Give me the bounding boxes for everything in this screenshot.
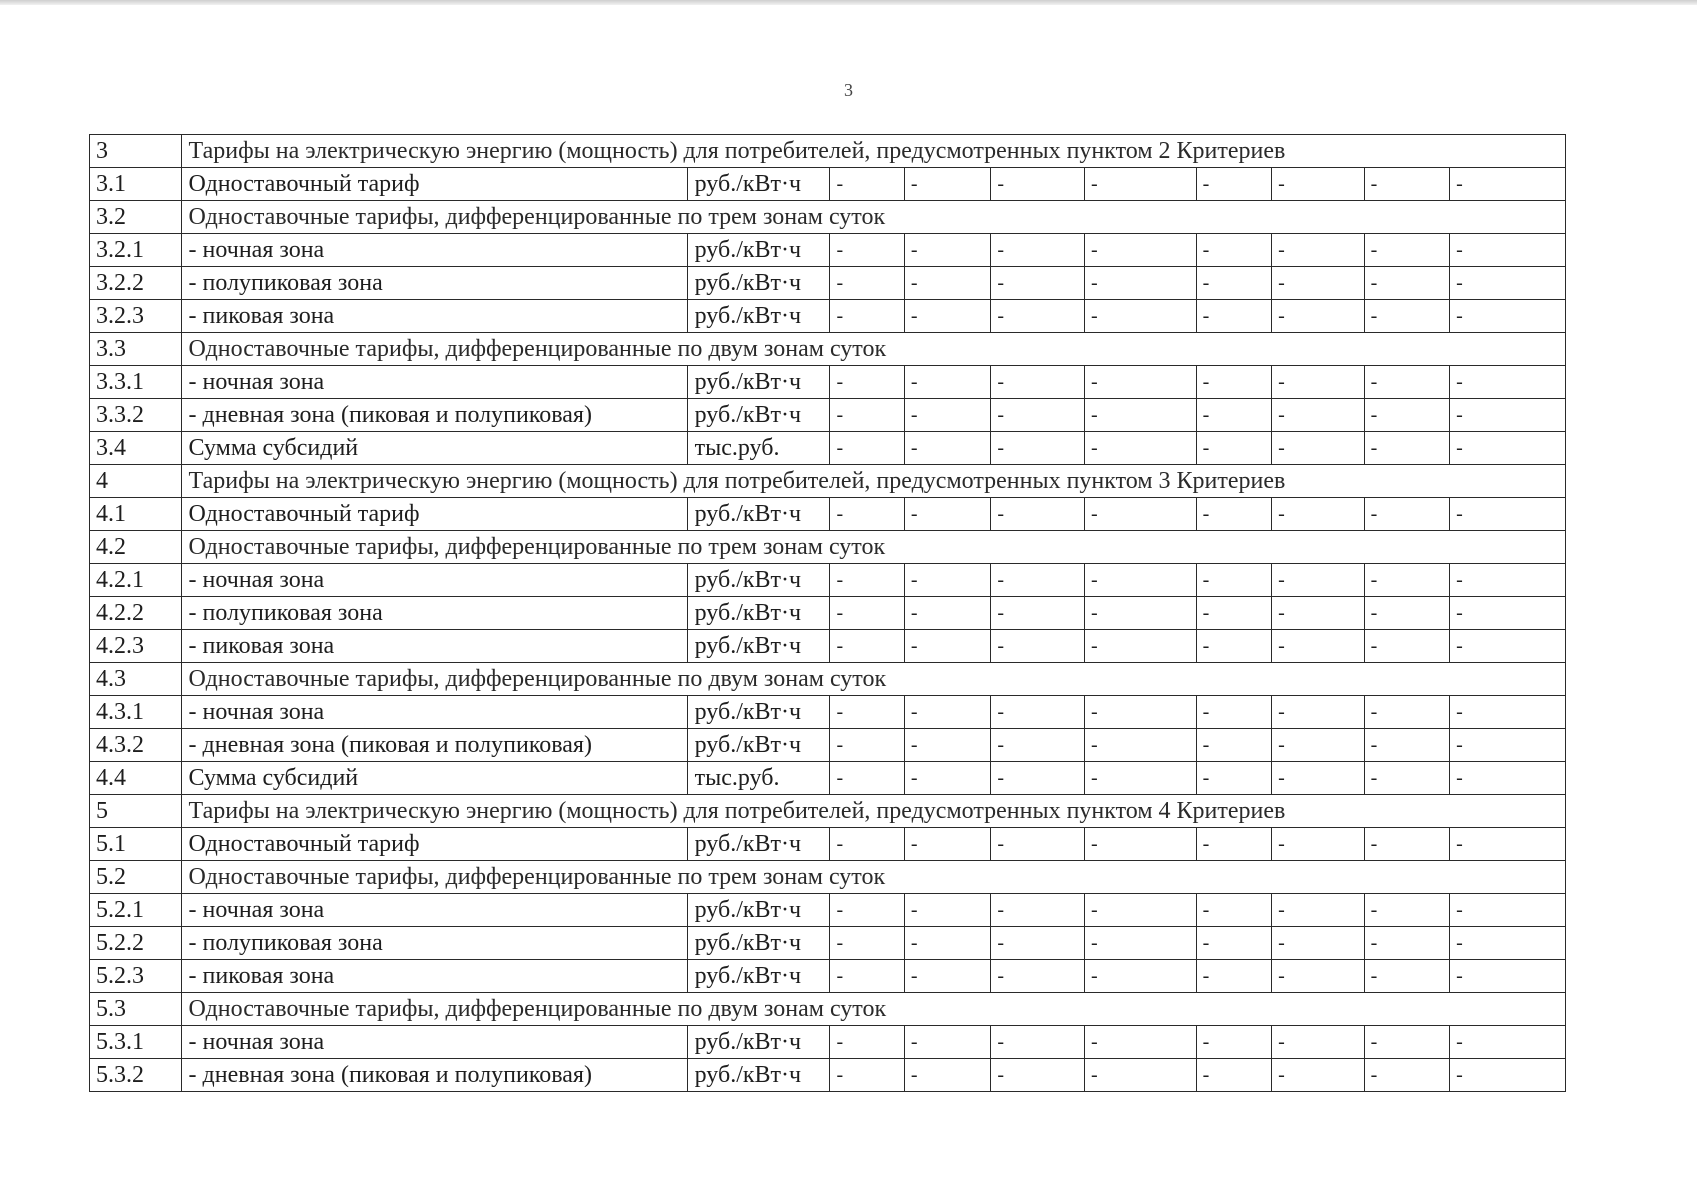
value-cell: -	[1084, 300, 1196, 333]
value-cell: -	[830, 1026, 904, 1059]
value-cell: -	[1196, 828, 1271, 861]
section-row	[90, 135, 1566, 168]
value-cell: -	[1272, 762, 1365, 795]
value-cell: -	[1196, 498, 1271, 531]
value-cell: -	[991, 366, 1085, 399]
value-cell: -	[1196, 762, 1271, 795]
value-cell: -	[1272, 729, 1365, 762]
row-number: 3.2	[90, 201, 182, 234]
unit-cell: руб./кВт·ч	[687, 927, 830, 960]
value-cell: -	[1084, 630, 1196, 663]
value-cell: -	[904, 1026, 991, 1059]
section-row	[90, 795, 1566, 828]
row-number: 5.1	[90, 828, 182, 861]
table-row	[90, 960, 1566, 993]
value-cell: -	[1196, 960, 1271, 993]
row-label: Сумма субсидий	[181, 762, 687, 795]
row-number: 4.4	[90, 762, 182, 795]
value-cell: -	[1450, 960, 1566, 993]
unit-cell: руб./кВт·ч	[687, 564, 830, 597]
value-cell: -	[904, 234, 991, 267]
value-cell: -	[1364, 168, 1450, 201]
table-row	[90, 630, 1566, 663]
value-cell: -	[830, 432, 904, 465]
value-cell: -	[991, 399, 1085, 432]
section-row	[90, 333, 1566, 366]
value-cell: -	[1084, 432, 1196, 465]
unit-cell: руб./кВт·ч	[687, 828, 830, 861]
value-cell: -	[830, 564, 904, 597]
value-cell: -	[1196, 168, 1271, 201]
value-cell: -	[1196, 729, 1271, 762]
value-cell: -	[830, 399, 904, 432]
value-cell: -	[1084, 564, 1196, 597]
row-number: 4.3.1	[90, 696, 182, 729]
row-number: 4.3.2	[90, 729, 182, 762]
value-cell: -	[1084, 366, 1196, 399]
value-cell: -	[1196, 399, 1271, 432]
table-row	[90, 168, 1566, 201]
value-cell: -	[1196, 696, 1271, 729]
value-cell: -	[1272, 267, 1365, 300]
value-cell: -	[991, 762, 1085, 795]
row-number: 3.4	[90, 432, 182, 465]
value-cell: -	[904, 762, 991, 795]
value-cell: -	[1450, 696, 1566, 729]
value-cell: -	[830, 597, 904, 630]
value-cell: -	[1364, 564, 1450, 597]
table-row	[90, 366, 1566, 399]
value-cell: -	[904, 597, 991, 630]
value-cell: -	[830, 927, 904, 960]
row-number: 4.2.2	[90, 597, 182, 630]
value-cell: -	[1272, 960, 1365, 993]
row-label: - полупиковая зона	[181, 597, 687, 630]
row-label: - ночная зона	[181, 696, 687, 729]
row-number: 3.3.1	[90, 366, 182, 399]
value-cell: -	[1450, 630, 1566, 663]
value-cell: -	[1364, 234, 1450, 267]
value-cell: -	[830, 762, 904, 795]
value-cell: -	[1272, 894, 1365, 927]
value-cell: -	[1364, 1059, 1450, 1092]
row-number: 4.1	[90, 498, 182, 531]
value-cell: -	[1450, 597, 1566, 630]
row-number: 3.3	[90, 333, 182, 366]
value-cell: -	[1084, 696, 1196, 729]
value-cell: -	[991, 630, 1085, 663]
value-cell: -	[1450, 1026, 1566, 1059]
unit-cell: руб./кВт·ч	[687, 399, 830, 432]
value-cell: -	[1364, 828, 1450, 861]
table-row	[90, 729, 1566, 762]
table-row	[90, 234, 1566, 267]
section-title: Одноставочные тарифы, дифференцированные по трем зонам суток	[181, 201, 1565, 234]
unit-cell: руб./кВт·ч	[687, 300, 830, 333]
value-cell: -	[1364, 300, 1450, 333]
unit-cell: руб./кВт·ч	[687, 267, 830, 300]
row-number: 3.1	[90, 168, 182, 201]
value-cell: -	[1084, 399, 1196, 432]
value-cell: -	[1196, 1026, 1271, 1059]
value-cell: -	[1450, 498, 1566, 531]
value-cell: -	[1196, 432, 1271, 465]
section-row	[90, 861, 1566, 894]
value-cell: -	[904, 168, 991, 201]
row-label: Одноставочный тариф	[181, 168, 687, 201]
value-cell: -	[991, 828, 1085, 861]
value-cell: -	[1084, 1026, 1196, 1059]
value-cell: -	[830, 960, 904, 993]
value-cell: -	[1196, 1059, 1271, 1092]
value-cell: -	[830, 894, 904, 927]
value-cell: -	[991, 960, 1085, 993]
row-label: - ночная зона	[181, 1026, 687, 1059]
value-cell: -	[991, 696, 1085, 729]
value-cell: -	[904, 696, 991, 729]
table-row	[90, 894, 1566, 927]
value-cell: -	[1450, 366, 1566, 399]
value-cell: -	[1272, 696, 1365, 729]
section-title: Одноставочные тарифы, дифференцированные по трем зонам суток	[181, 861, 1565, 894]
value-cell: -	[1450, 399, 1566, 432]
section-title: Одноставочные тарифы, дифференцированные по двум зонам суток	[181, 333, 1565, 366]
table-row	[90, 597, 1566, 630]
value-cell: -	[1450, 432, 1566, 465]
value-cell: -	[1364, 267, 1450, 300]
value-cell: -	[991, 1059, 1085, 1092]
value-cell: -	[1272, 828, 1365, 861]
unit-cell: руб./кВт·ч	[687, 234, 830, 267]
value-cell: -	[1450, 1059, 1566, 1092]
value-cell: -	[1450, 894, 1566, 927]
value-cell: -	[830, 234, 904, 267]
row-label: - полупиковая зона	[181, 927, 687, 960]
value-cell: -	[1196, 366, 1271, 399]
unit-cell: руб./кВт·ч	[687, 597, 830, 630]
section-row	[90, 465, 1566, 498]
value-cell: -	[1272, 597, 1365, 630]
value-cell: -	[1084, 1059, 1196, 1092]
row-number: 5.2.1	[90, 894, 182, 927]
row-number: 5.3.1	[90, 1026, 182, 1059]
value-cell: -	[991, 894, 1085, 927]
value-cell: -	[1450, 564, 1566, 597]
row-number: 5.3.2	[90, 1059, 182, 1092]
value-cell: -	[1084, 168, 1196, 201]
page-number: 3	[844, 80, 853, 100]
value-cell: -	[1196, 234, 1271, 267]
unit-cell: руб./кВт·ч	[687, 498, 830, 531]
row-number: 5.2.2	[90, 927, 182, 960]
value-cell: -	[1084, 762, 1196, 795]
row-label: - дневная зона (пиковая и полупиковая)	[181, 729, 687, 762]
row-label: - полупиковая зона	[181, 267, 687, 300]
value-cell: -	[1272, 564, 1365, 597]
value-cell: -	[1450, 729, 1566, 762]
value-cell: -	[1450, 234, 1566, 267]
value-cell: -	[991, 597, 1085, 630]
table-row	[90, 1059, 1566, 1092]
table-row	[90, 498, 1566, 531]
value-cell: -	[1364, 894, 1450, 927]
value-cell: -	[904, 498, 991, 531]
value-cell: -	[904, 432, 991, 465]
value-cell: -	[991, 267, 1085, 300]
value-cell: -	[904, 267, 991, 300]
unit-cell: руб./кВт·ч	[687, 1059, 830, 1092]
table-row	[90, 927, 1566, 960]
row-number: 3.2.3	[90, 300, 182, 333]
value-cell: -	[1272, 1059, 1365, 1092]
tariff-table	[89, 134, 1566, 1092]
value-cell: -	[904, 828, 991, 861]
value-cell: -	[991, 564, 1085, 597]
table-row	[90, 564, 1566, 597]
section-title: Тарифы на электрическую энергию (мощность) для потребителей, предусмотренных пунктом 2 Критериев	[181, 135, 1565, 168]
row-label: - дневная зона (пиковая и полупиковая)	[181, 1059, 687, 1092]
row-label: - ночная зона	[181, 366, 687, 399]
row-number: 5	[90, 795, 182, 828]
table-body	[90, 135, 1566, 1092]
value-cell: -	[1364, 498, 1450, 531]
section-title: Одноставочные тарифы, дифференцированные по двум зонам суток	[181, 993, 1565, 1026]
value-cell: -	[1450, 168, 1566, 201]
value-cell: -	[1084, 597, 1196, 630]
value-cell: -	[1364, 960, 1450, 993]
value-cell: -	[904, 729, 991, 762]
value-cell: -	[1084, 267, 1196, 300]
section-title: Одноставочные тарифы, дифференцированные по трем зонам суток	[181, 531, 1565, 564]
value-cell: -	[904, 1059, 991, 1092]
value-cell: -	[1364, 366, 1450, 399]
row-label: Одноставочный тариф	[181, 828, 687, 861]
unit-cell: тыс.руб.	[687, 762, 830, 795]
row-label: - пиковая зона	[181, 630, 687, 663]
value-cell: -	[1272, 168, 1365, 201]
row-number: 3	[90, 135, 182, 168]
value-cell: -	[904, 927, 991, 960]
row-label: - ночная зона	[181, 564, 687, 597]
value-cell: -	[1196, 894, 1271, 927]
scan-edge	[0, 0, 1697, 5]
value-cell: -	[991, 432, 1085, 465]
value-cell: -	[1272, 300, 1365, 333]
value-cell: -	[1084, 828, 1196, 861]
row-number: 5.3	[90, 993, 182, 1026]
value-cell: -	[1272, 399, 1365, 432]
table-row	[90, 300, 1566, 333]
value-cell: -	[1084, 894, 1196, 927]
value-cell: -	[1364, 399, 1450, 432]
value-cell: -	[904, 564, 991, 597]
value-cell: -	[830, 696, 904, 729]
table-row	[90, 267, 1566, 300]
table-row	[90, 828, 1566, 861]
section-title: Тарифы на электрическую энергию (мощность) для потребителей, предусмотренных пунктом 3 Критериев	[181, 465, 1565, 498]
value-cell: -	[1196, 564, 1271, 597]
section-row	[90, 201, 1566, 234]
section-title: Тарифы на электрическую энергию (мощность) для потребителей, предусмотренных пунктом 4 Критериев	[181, 795, 1565, 828]
value-cell: -	[904, 894, 991, 927]
value-cell: -	[830, 828, 904, 861]
value-cell: -	[1450, 762, 1566, 795]
value-cell: -	[1364, 696, 1450, 729]
row-number: 4	[90, 465, 182, 498]
row-number: 4.3	[90, 663, 182, 696]
table-row	[90, 762, 1566, 795]
unit-cell: руб./кВт·ч	[687, 366, 830, 399]
row-label: - пиковая зона	[181, 960, 687, 993]
value-cell: -	[904, 960, 991, 993]
value-cell: -	[904, 399, 991, 432]
value-cell: -	[830, 366, 904, 399]
row-number: 4.2.3	[90, 630, 182, 663]
unit-cell: руб./кВт·ч	[687, 894, 830, 927]
value-cell: -	[830, 300, 904, 333]
value-cell: -	[904, 630, 991, 663]
row-number: 4.2.1	[90, 564, 182, 597]
table-row	[90, 432, 1566, 465]
table-row	[90, 399, 1566, 432]
row-label: Сумма субсидий	[181, 432, 687, 465]
value-cell: -	[1272, 630, 1365, 663]
value-cell: -	[991, 300, 1085, 333]
value-cell: -	[1364, 729, 1450, 762]
value-cell: -	[1196, 630, 1271, 663]
value-cell: -	[1450, 927, 1566, 960]
section-title: Одноставочные тарифы, дифференцированные по двум зонам суток	[181, 663, 1565, 696]
unit-cell: руб./кВт·ч	[687, 729, 830, 762]
value-cell: -	[991, 234, 1085, 267]
row-label: - дневная зона (пиковая и полупиковая)	[181, 399, 687, 432]
value-cell: -	[904, 300, 991, 333]
row-number: 5.2.3	[90, 960, 182, 993]
value-cell: -	[1364, 432, 1450, 465]
value-cell: -	[1272, 1026, 1365, 1059]
value-cell: -	[991, 729, 1085, 762]
value-cell: -	[1272, 927, 1365, 960]
value-cell: -	[1196, 597, 1271, 630]
value-cell: -	[830, 168, 904, 201]
unit-cell: руб./кВт·ч	[687, 696, 830, 729]
value-cell: -	[991, 927, 1085, 960]
value-cell: -	[1084, 729, 1196, 762]
value-cell: -	[991, 168, 1085, 201]
value-cell: -	[1450, 300, 1566, 333]
value-cell: -	[1196, 300, 1271, 333]
value-cell: -	[1364, 927, 1450, 960]
section-row	[90, 663, 1566, 696]
value-cell: -	[1272, 432, 1365, 465]
value-cell: -	[904, 366, 991, 399]
value-cell: -	[1272, 498, 1365, 531]
row-number: 4.2	[90, 531, 182, 564]
value-cell: -	[830, 498, 904, 531]
table-row	[90, 696, 1566, 729]
value-cell: -	[1364, 630, 1450, 663]
unit-cell: тыс.руб.	[687, 432, 830, 465]
value-cell: -	[1364, 762, 1450, 795]
row-label: - ночная зона	[181, 894, 687, 927]
unit-cell: руб./кВт·ч	[687, 1026, 830, 1059]
row-number: 3.2.2	[90, 267, 182, 300]
value-cell: -	[1450, 267, 1566, 300]
value-cell: -	[1084, 498, 1196, 531]
value-cell: -	[1084, 960, 1196, 993]
value-cell: -	[1084, 234, 1196, 267]
value-cell: -	[1084, 927, 1196, 960]
value-cell: -	[991, 1026, 1085, 1059]
table-row	[90, 1026, 1566, 1059]
value-cell: -	[1196, 927, 1271, 960]
value-cell: -	[1272, 234, 1365, 267]
row-label: - ночная зона	[181, 234, 687, 267]
section-row	[90, 993, 1566, 1026]
unit-cell: руб./кВт·ч	[687, 168, 830, 201]
row-label: Одноставочный тариф	[181, 498, 687, 531]
value-cell: -	[830, 267, 904, 300]
unit-cell: руб./кВт·ч	[687, 630, 830, 663]
value-cell: -	[830, 1059, 904, 1092]
row-number: 5.2	[90, 861, 182, 894]
section-row	[90, 531, 1566, 564]
row-number: 3.2.1	[90, 234, 182, 267]
value-cell: -	[830, 630, 904, 663]
value-cell: -	[1272, 366, 1365, 399]
unit-cell: руб./кВт·ч	[687, 960, 830, 993]
value-cell: -	[991, 498, 1085, 531]
row-label: - пиковая зона	[181, 300, 687, 333]
value-cell: -	[1364, 597, 1450, 630]
row-number: 3.3.2	[90, 399, 182, 432]
value-cell: -	[1450, 828, 1566, 861]
value-cell: -	[1364, 1026, 1450, 1059]
value-cell: -	[830, 729, 904, 762]
value-cell: -	[1196, 267, 1271, 300]
